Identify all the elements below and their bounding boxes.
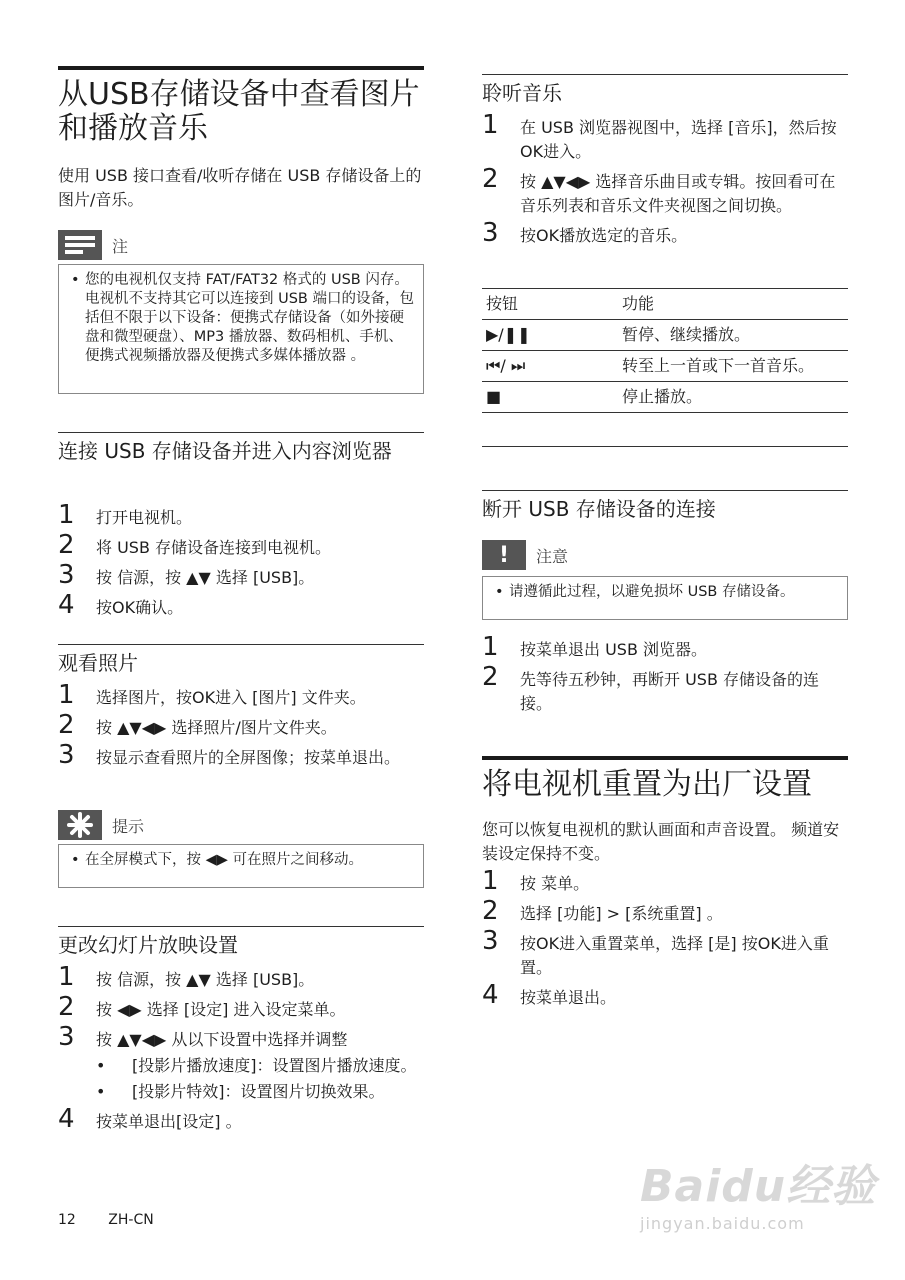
list-item: 1 打开电视机。 xyxy=(58,500,193,530)
reset-intro: 您可以恢复电视机的默认画面和声音设置。 频道安装设定保持不变。 xyxy=(482,820,840,863)
button-function-table xyxy=(482,288,848,413)
watermark xyxy=(640,1150,876,1233)
photos-heading: 观看照片 xyxy=(58,644,424,677)
note-header xyxy=(58,230,128,260)
slideshow-heading: 更改幻灯片放映设置 xyxy=(58,926,424,959)
language-code: ZH-CN xyxy=(108,1212,154,1228)
music-heading: 聆听音乐 xyxy=(482,74,848,107)
connect-steps xyxy=(58,500,424,626)
list-item: 3 按显示查看照片的全屏图像；按菜单退出。 xyxy=(58,740,401,770)
list-item: 2 按 ▲▼◀▶ 选择照片/图片文件夹。 xyxy=(58,710,337,740)
list-item: 1 在 USB 浏览器视图中，选择 [音乐]，然后按OK进入。 xyxy=(482,110,837,161)
table-row: ⏮/ ⏭ 转至上一首或下一首音乐。 xyxy=(482,351,848,382)
note-box: • 您的电视机仅支持 FAT/FAT32 格式的 USB 闪存。电视机不支持其它可以连接到 USB 端口的设备，包括但不限于以下设备：便携式存储设备（如外接硬盘和微型硬盘）、MP3 播放器、数码相机、手机、便携式视频播放器及便携式多媒体播放器 。 xyxy=(58,264,424,394)
page-footer xyxy=(58,1212,154,1228)
slideshow-steps xyxy=(58,962,424,1140)
reset-steps xyxy=(482,866,848,1016)
table-row: ■ 停止播放。 xyxy=(482,382,848,413)
main-title: 从USB存储设备中查看图片和播放音乐 xyxy=(58,66,424,146)
watermark-logo: Baidu经验 xyxy=(640,1161,877,1212)
list-item: 4 按OK确认。 xyxy=(58,590,184,620)
list-item: 2 先等待五秒钟，再断开 USB 存储设备的连接。 xyxy=(482,662,820,713)
photos-steps xyxy=(58,680,424,776)
list-item: 1 按菜单退出 USB 浏览器。 xyxy=(482,632,708,662)
stop-icon: ■ xyxy=(482,382,618,413)
list-item: 1 按 菜单。 xyxy=(482,866,590,896)
note-text: 您的电视机仅支持 FAT/FAT32 格式的 USB 闪存。电视机不支持其它可以连接到 USB 端口的设备，包括但不限于以下设备：便携式存储设备（如外接硬盘和微型硬盘）、MP3 播放器、数码相机、手机、便携式视频播放器及便携式多媒体播放器 。 xyxy=(85,272,414,364)
list-item: 3 按OK播放选定的音乐。 xyxy=(482,218,688,248)
list-item: 2 按 ▲▼◀▶ 选择音乐曲目或专辑。按回看可在音乐列表和音乐文件夹视图之间切换。 xyxy=(482,164,836,215)
note-label: 注 xyxy=(112,236,129,256)
tip-box: • 在全屏模式下，按 ◀▶ 可在照片之间移动。 xyxy=(58,844,424,888)
intro-text: 使用 USB 接口查看/收听存储在 USB 存储设备上的图片/音乐。 xyxy=(58,166,422,209)
list-item: 3 按 信源，按 ▲▼ 选择 [USB]。 xyxy=(58,560,315,590)
table-header-button: 按钮 xyxy=(482,289,618,320)
list-item: 2 按 ◀▶ 选择 [设定] 进入设定菜单。 xyxy=(58,992,346,1022)
prev-next-icon: ⏮/ ⏭ xyxy=(482,351,618,382)
watermark-url: jingyan.baidu.com xyxy=(640,1214,805,1233)
table-row: ▶/❚❚ 暂停、继续播放。 xyxy=(482,320,848,351)
list-item: 2 将 USB 存储设备连接到电视机。 xyxy=(58,530,332,560)
tip-label: 提示 xyxy=(112,816,145,836)
tip-header xyxy=(58,810,144,840)
caution-label: 注意 xyxy=(536,546,569,566)
list-item: • [投影片播放速度]：设置图片播放速度。 xyxy=(96,1056,417,1075)
connect-heading: 连接 USB 存储设备并进入内容浏览器 xyxy=(58,432,424,465)
caution-box: • 请遵循此过程，以避免损坏 USB 存储设备。 xyxy=(482,576,848,620)
disconnect-steps xyxy=(482,632,848,722)
list-item: 2 选择 [功能] > [系统重置] 。 xyxy=(482,896,723,926)
list-item: 1 选择图片，按OK进入 [图片] 文件夹。 xyxy=(58,680,366,710)
table-header-row xyxy=(482,289,848,320)
page-number: 12 xyxy=(58,1212,76,1228)
slideshow-sub-list xyxy=(96,1054,424,1104)
list-item: 3 按 ▲▼◀▶ 从以下设置中选择并调整 • [投影片播放速度]：设置图片播放速度。 • [投影片特效]：设置图片切换效果。 xyxy=(58,1028,424,1104)
reset-title: 将电视机重置为出厂设置 xyxy=(482,756,848,802)
table-header-function: 功能 xyxy=(618,289,848,320)
list-item: 4 按菜单退出[设定] 。 xyxy=(58,1104,242,1134)
caution-text: 请遵循此过程，以避免损坏 USB 存储设备。 xyxy=(509,584,795,600)
music-steps xyxy=(482,110,848,254)
tip-text: 在全屏模式下，按 ◀▶ 可在照片之间移动。 xyxy=(85,852,364,868)
play-pause-icon: ▶/❚❚ xyxy=(482,320,618,351)
list-item: 1 按 信源，按 ▲▼ 选择 [USB]。 xyxy=(58,962,315,992)
list-item: • [投影片特效]：设置图片切换效果。 xyxy=(96,1082,385,1101)
disconnect-heading: 断开 USB 存储设备的连接 xyxy=(482,490,848,523)
list-item: 3 按OK进入重置菜单，选择 [是] 按OK进入重置。 xyxy=(482,926,829,977)
caution-header xyxy=(482,540,568,570)
list-item: 4 按菜单退出。 xyxy=(482,980,617,1010)
tip-icon xyxy=(58,810,102,840)
note-icon xyxy=(58,230,102,260)
caution-icon: ! xyxy=(482,540,526,570)
section-divider xyxy=(482,446,848,447)
